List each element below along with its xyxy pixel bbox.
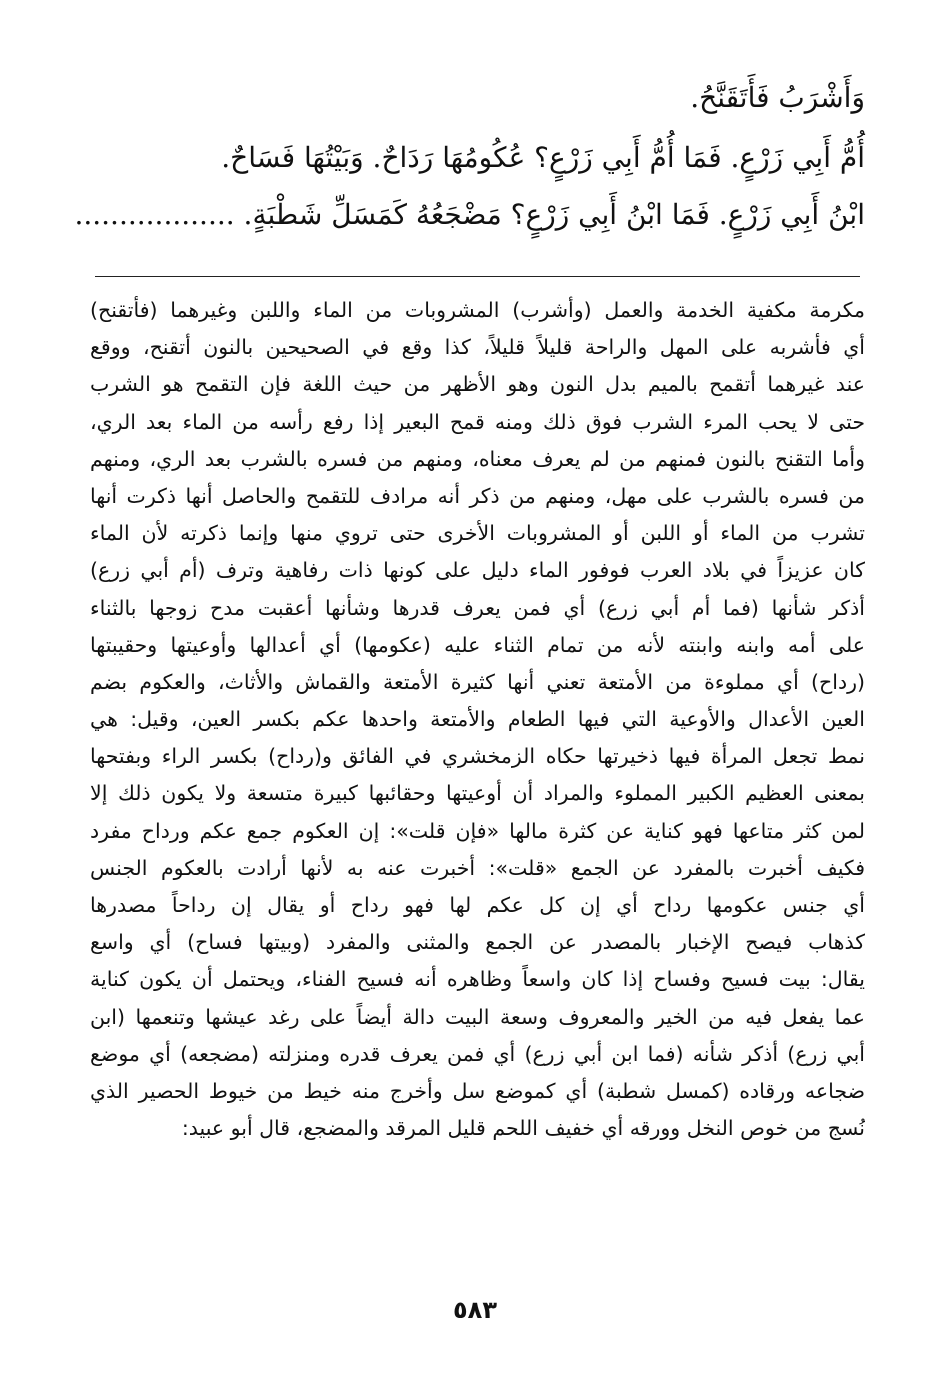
commentary-line: نُسج من خوص النخل وورقه أي خفيف اللحم قليل المرقد والمضجع، قال أبو عبيد:	[181, 1116, 865, 1141]
commentary-line: كان عزيزاً في بلاد العرب فوفور الماء دليل على كونها ذات رفاهية وترف (أم أبي زرع)	[90, 558, 865, 583]
page-number: ٥٨٣	[453, 1296, 497, 1324]
hadith-line-2: أُمُّ أَبِي زَرْعٍ. فَمَا أُمُّ أَبِي زَرْعٍ؟ عُكُومُهَا رَدَاحٌ. وَبَيْتُهَا فَسَاحٌ.	[221, 141, 865, 174]
commentary-line: (رداح) أي مملوءة من الأمتعة تعني أنها كثيرة الأمتعة والقماش والأثاث، والعكوم بضم	[90, 669, 865, 694]
commentary-line: أبي زرع) أذكر شأنه (فما ابن أبي زرع) أي فمن يعرف قدره ومنزلته (مضجعه) أي موضع	[90, 1041, 865, 1066]
commentary-block	[90, 292, 865, 1147]
commentary-line: مكرمة مكفية الخدمة والعمل (وأشرب) المشروبات من الماء واللبن وغيرهما (فأتقنح)	[90, 298, 865, 322]
commentary-line: حتى لا يحب المرء الشرب فوق ذلك ومنه قمح البعير إذا رفع رأسه من الماء بعد الري،	[90, 409, 865, 434]
commentary-line: وأما التقنح بالنون فمنهم من لم يعرف معناه، ومنهم من فسره بالشرب بعد الري، ومنهم	[90, 446, 865, 471]
commentary-line: كذهاب فيصح الإخبار بالمصدر عن الجمع والمثنى والمفرد (وبيتها فساح) أي واسع	[90, 930, 865, 955]
hadith-line-1: وَأَشْرَبُ فَأَتَقَنَّحُ.	[690, 81, 865, 114]
commentary-line: تشرب من الماء أو اللبن أو المشروبات الأخرى حتى تروي منها وإنما ذكرته لأن الماء	[90, 521, 865, 546]
commentary-line: أذكر شأنها (فما أم أبي زرع) أي فمن يعرف قدرها وشأنها أعقبت مدح زوجها بالثناء	[90, 595, 865, 620]
commentary-line: العين الأعدال والأوعية التي فيها الطعام والأمتعة واحدها عكم بكسر العين، وقيل: هي	[90, 707, 865, 732]
commentary-line: عما يفعل فيه من الخير والمعروف وسعة البيت دالة أيضاً على رغد عيشها وتنعمها (ابن	[90, 1004, 865, 1029]
commentary-line: لمن كثر متاعها فهو كناية عن كثرة مالها «فإن قلت»: إن العكوم جمع عكم ورداح مفرد	[90, 818, 865, 843]
commentary-line: أي فأشربه على المهل والراحة قليلاً قليلاً، كذا وقع في الصحيحين بالنون أتقنح، ووقع	[90, 335, 865, 360]
commentary-line: ضجاعه ورقاده (كمسل شطبة) أي كموضع سل وأخرج منه خيط من خيوط الحصير الذي	[90, 1078, 865, 1103]
commentary-line: من فسره بالشرب على مهل، ومنهم من ذكر أنه مرادف للتقمح والحاصل أنها ذكرت أنها	[90, 483, 865, 508]
commentary-line: نمط تجعل المرأة فيها ذخيرتها حكاه الزمخشري في الفائق و(رداح) بكسر الراء وبفتحها	[90, 744, 865, 769]
hadith-line-3: ابْنُ أَبِي زَرْعٍ. فَمَا ابْنُ أَبِي زَرْعٍ؟ مَضْجَعُهُ كَمَسَلِّ شَطْبَةٍ. ..................	[74, 198, 865, 231]
commentary-line: عند غيرهما أتقمح بالميم بدل النون وهو الأظهر من حيث اللغة فإن التقمح هو الشرب	[90, 372, 865, 397]
commentary-line: بمعنى العظيم الكبير المملوء والمراد أن أوعيتها وحقائبها كبيرة متسعة ولا يكون ذلك إلا	[90, 781, 865, 806]
commentary-line: أي جنس عكومها رداح أي إن كل عكم لها فهو رداح أو يقال إن رداحاً مصدرها	[90, 893, 865, 917]
separator-rule	[95, 276, 860, 277]
commentary-line: يقال: بيت فسيح وفساح إذا كان واسعاً وظاهره أنه فسيح الفناء، ويحتمل أن يكون كناية	[90, 967, 865, 992]
commentary-line: على أمه وابنه وابنته لأنه من تمام الثناء عليه (عكومها) أي أعدالها وأوعيتها وحقيبتها	[90, 632, 865, 657]
commentary-line: فكيف أخبرت بالمفرد عن الجمع «قلت»: أخبرت عنه به لأنها أرادت بالعكوم الجنس	[90, 855, 865, 880]
